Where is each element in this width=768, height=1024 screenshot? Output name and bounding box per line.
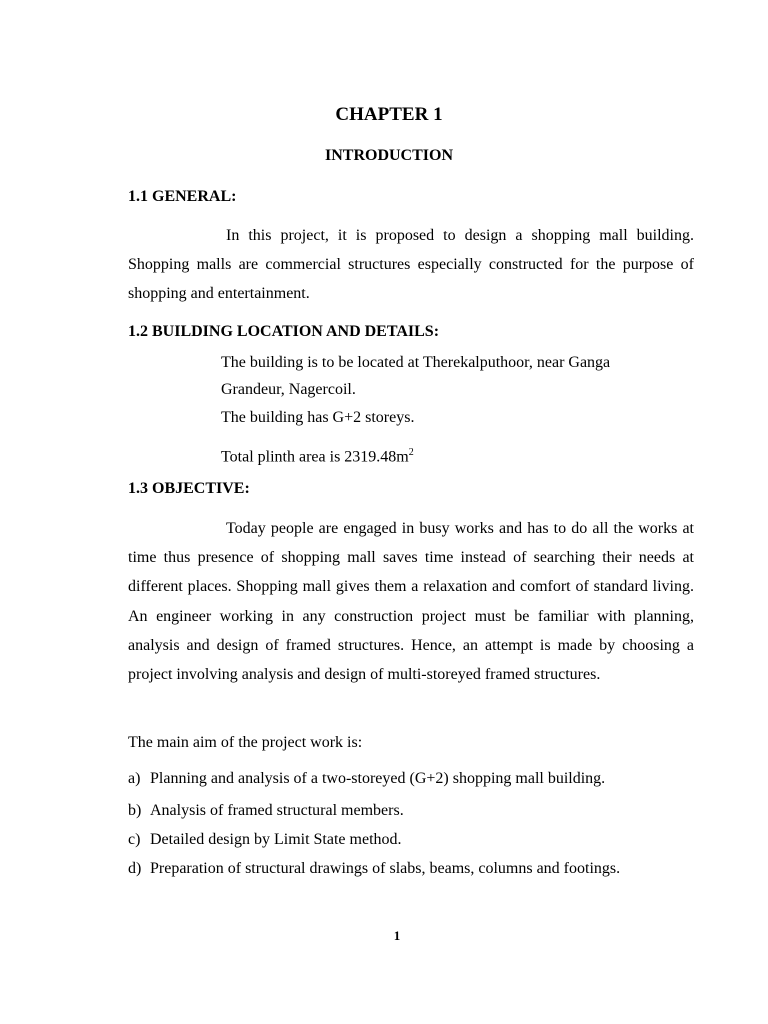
- location-line-2: Grandeur, Nagercoil.: [221, 381, 356, 398]
- list-item-text: Analysis of framed structural members.: [150, 802, 404, 819]
- chapter-title: INTRODUCTION: [324, 147, 453, 164]
- list-item-text: Planning and analysis of a two-storeyed (G+2) shopping mall building.: [150, 770, 606, 787]
- location-line-1: The building is to be located at Therekalputhoor, near Ganga: [221, 354, 611, 371]
- storeys-line: The building has G+2 storeys.: [221, 409, 415, 426]
- section-heading-objective: 1.3 OBJECTIVE:: [128, 480, 250, 497]
- list-item-text: Detailed design by Limit State method.: [150, 831, 402, 848]
- list-marker: a): [128, 770, 141, 787]
- plinth-area-text: Total plinth area is 2319.48m: [221, 448, 409, 466]
- list-item-text: Preparation of structural drawings of slabs, beams, columns and footings.: [150, 860, 621, 877]
- plinth-area-unit-superscript: 2: [408, 447, 414, 458]
- plinth-area-line: [221, 441, 414, 469]
- list-marker: d): [128, 860, 142, 877]
- page-number: 1: [393, 928, 401, 943]
- list-item: [128, 802, 404, 820]
- list-marker: c): [128, 831, 141, 848]
- objective-paragraph: Today people are engaged in busy works and has to do all the works at time thus presence of shopping mall saves time instead of searching their needs at different places. Shopping mall gives them a relaxation and comfort of standard living. An engineer working in any construction project must be familiar with planning, analysis and design of framed structures. Hence, an attempt is made by choosing a project involving analysis and design of multi-storeyed framed structures.: [128, 520, 694, 684]
- list-item: [128, 831, 402, 849]
- section-heading-general: 1.1 GENERAL:: [128, 188, 237, 205]
- main-aim-line: The main aim of the project work is:: [128, 734, 363, 751]
- general-paragraph: In this project, it is proposed to design a shopping mall building. Shopping malls are commercial structures especially constructed for the purpose of shopping and entertainment.: [128, 227, 694, 303]
- chapter-heading: CHAPTER 1: [335, 104, 443, 125]
- list-marker: b): [128, 802, 142, 819]
- list-item: [128, 860, 620, 878]
- list-item: [128, 770, 605, 788]
- section-heading-location: 1.2 BUILDING LOCATION AND DETAILS:: [128, 323, 440, 340]
